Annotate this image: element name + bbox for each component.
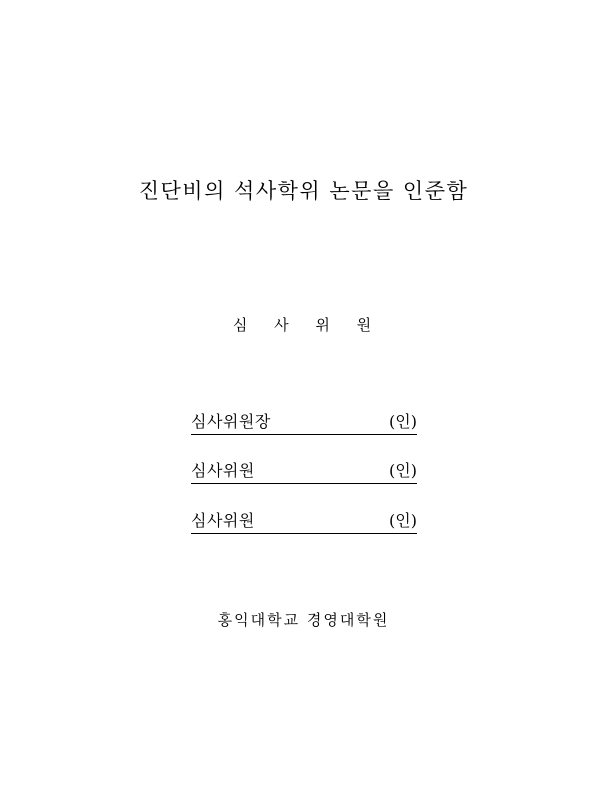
committee-heading: 심 사 위 원 — [232, 316, 383, 334]
seal-mark: (인) — [389, 412, 417, 431]
signature-role-label: 심사위원 — [191, 461, 255, 480]
seal-mark: (인) — [389, 461, 417, 480]
institution-name: 홍익대학교 경영대학원 — [217, 611, 390, 629]
signature-line-chair — [191, 410, 417, 435]
signature-role-label: 심사위원장 — [191, 412, 271, 431]
signature-role-label: 심사위원 — [191, 511, 255, 530]
signature-line-member-1 — [191, 459, 417, 484]
signature-line-member-2 — [191, 509, 417, 534]
approval-title: 진단비의 석사학위 논문을 인준함 — [138, 179, 469, 203]
seal-mark: (인) — [389, 511, 417, 530]
